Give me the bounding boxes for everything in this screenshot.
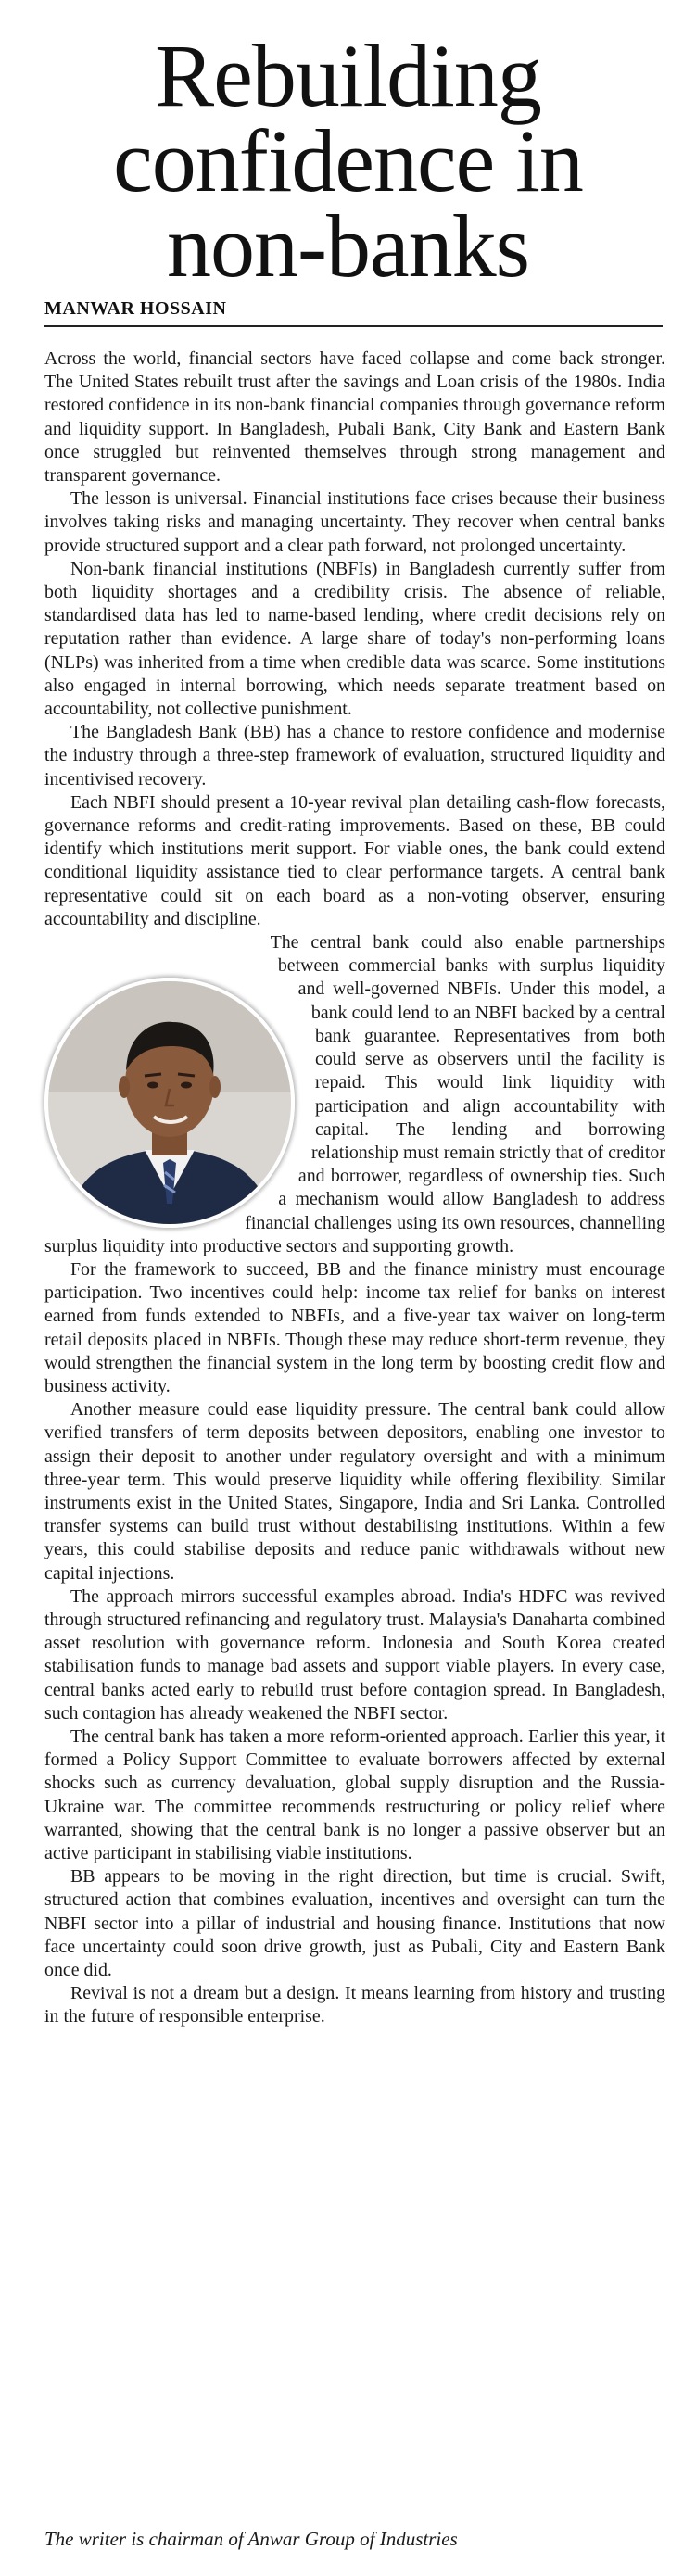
divider [44,325,663,327]
paragraph: The lesson is universal. Financial institutions face crises because their business involves taking risks and managing uncertainty. They recover when central banks provide structured support and a clear path forward, not prolonged uncertainty. [44,488,665,556]
author-photo [44,978,295,1228]
headline [0,0,696,296]
author-portrait-icon [48,981,291,1224]
paragraph: Another measure could ease liquidity pressure. The central bank could allow verified transfers of term deposits between depositors, enabling one investor to assign their deposit to another under regulatory oversight and with a minimum three-year term. This would preserve liquidity while offering flexibility. Similar instruments exist in the United States, Singapore, India and Sri Lanka. Controlled transfer systems can build trust without destabilising institutions. Within a few years, this could stabilise deposits and reduce panic withdrawals without new capital injections. [44,1399,665,1584]
paragraph: Non-bank financial institutions (NBFIs) in Bangladesh currently suffer from both liquidity shortages and a credibility crisis. The absence of reliable, standardised data has led to name-based lending, where credit decisions rely on reputation rather than evidence. A large share of today's non-performing loans (NLPs) was inherited from a time when credible data was scarce. Some institutions also engaged in internal borrowing, which needs separate treatment based on accountability, not collective punishment. [44,558,665,720]
paragraph: Each NBFI should present a 10-year revival plan detailing cash-flow forecasts, governance reforms and credit-rating improvements. Based on these, BB could identify which institutions merit support. For viable ones, the bank could extend conditional liquidity assistance tied to clear performance targets. A central bank representative could sit on each board as a non-voting observer, ensuring accountability and discipline. [44,791,665,929]
paragraph: The central bank has taken a more reform-oriented approach. Earlier this year, it formed a Policy Support Committee to evaluate borrowers affected by external shocks such as currency devaluation, global supply disruption and the Russia-Ukraine war. The committee recommends restructuring or policy relief where warranted, showing that the central bank is no longer a passive observer but an active participant in stabilising viable institutions. [44,1725,665,1863]
article-body [44,347,665,2029]
paragraph: Revival is not a dream but a design. It means learning from history and trusting in the future of responsible enterprise. [44,1983,665,2027]
paragraph: The central bank could also enable partnerships between commercial banks with surplus liquidity and well-governed NBFIs. Under this model, a bank could lend to an NBFI backed by a central bank guarantee. Representatives from both could serve as observers until the facility is repaid. This would link liquidity with participation and align accountability with capital. The lending and borrowing relationship must remain strictly that of creditor and borrower, regardless of ownership ties. Such a mechanism would allow Bangladesh to address financial challenges using its own resources, channelling surplus liquidity into productive sectors and supporting growth. [44,932,665,1256]
paragraph: The Bangladesh Bank (BB) has a chance to restore confidence and modernise the industry through a three-step framework of evaluation, structured liquidity and incentivised recovery. [44,722,665,789]
paragraph: BB appears to be moving in the right direction, but time is crucial. Swift, structured action that combines evaluation, incentives and oversight can turn the NBFI sector into a pillar of industrial and housing finance. Institutions that now face uncertainty could soon drive growth, just as Pubali, City and Eastern Bank once did. [44,1866,665,1981]
paragraph: The approach mirrors successful examples abroad. India's HDFC was revived through structured refinancing and regulatory trust. Malaysia's Danaharta combined asset resolution with governance reform. Indonesia and South Korea created stabilisation funds to manage bad assets and support viable players. In every case, central banks acted early to rebuild trust before contagion spread. In Bangladesh, such contagion has already weakened the NBFI sector. [44,1585,665,1724]
headline-line: non-banks [167,196,529,296]
headline-line: confidence in [113,111,583,210]
headline-line: Rebuilding [155,26,541,125]
paragraph: For the framework to succeed, BB and the finance ministry must encourage participation. Two incentives could help: income tax relief for banks on interest earned from funds extended to NBFIs, and a five-year tax waiver on long-term retail deposits placed in NBFIs. Though these may reduce short-term revenue, they would strengthen the financial system in the long term by boosting credit flow and business activity. [44,1258,665,1396]
author-byline: MANWAR HOSSAIN [44,298,227,319]
paragraph: Across the world, financial sectors have faced collapse and come back stronger. The United States rebuilt trust after the savings and Loan crisis of the 1980s. India restored confidence in its non-bank financial companies through governance reform and liquidity support. In Bangladesh, Pubali Bank, City Bank and Eastern Bank once struggled but reinvented themselves through strong management and transparent governance. [44,348,665,486]
author-credit: The writer is chairman of Anwar Group of Industries [44,2528,458,2550]
author-photo-wrap [44,978,295,1228]
